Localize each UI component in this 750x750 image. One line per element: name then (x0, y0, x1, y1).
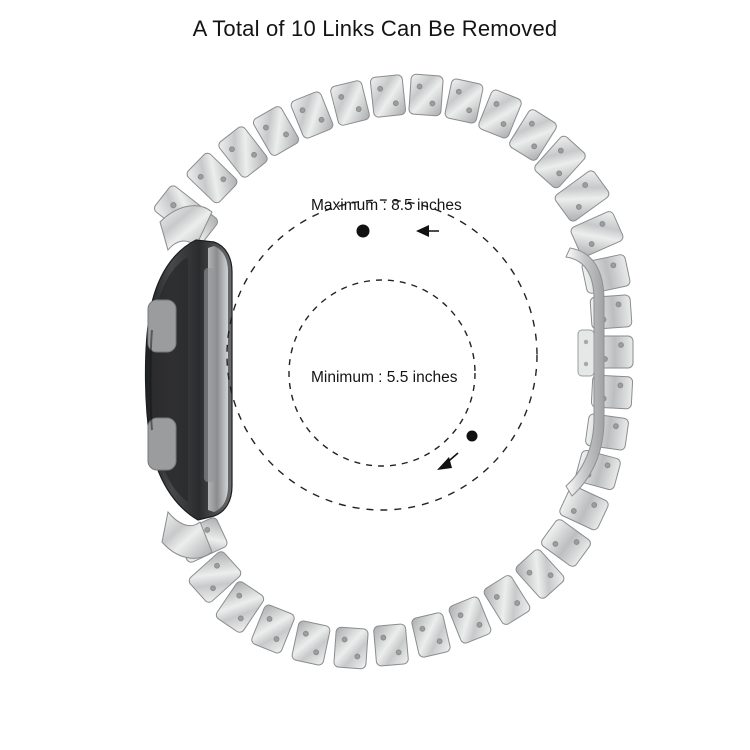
max-arrow-icon (416, 225, 429, 237)
band-links-bottom (175, 516, 566, 669)
max-size-label: Maximum : 8.5 inches (311, 197, 462, 214)
watch-head (146, 240, 233, 520)
outer-circle (227, 200, 537, 510)
min-size-label: Minimum : 5.5 inches (311, 369, 458, 386)
band-links-top (153, 74, 625, 258)
min-arrow-icon (437, 457, 452, 470)
band-links-right (540, 254, 633, 569)
page-title: A Total of 10 Links Can Be Removed (192, 16, 558, 41)
min-dot (467, 431, 478, 442)
min-marker (437, 431, 478, 471)
size-range-diagram (227, 200, 537, 510)
max-dot (357, 225, 370, 238)
watch-button-top (148, 300, 176, 352)
max-marker (357, 225, 440, 238)
